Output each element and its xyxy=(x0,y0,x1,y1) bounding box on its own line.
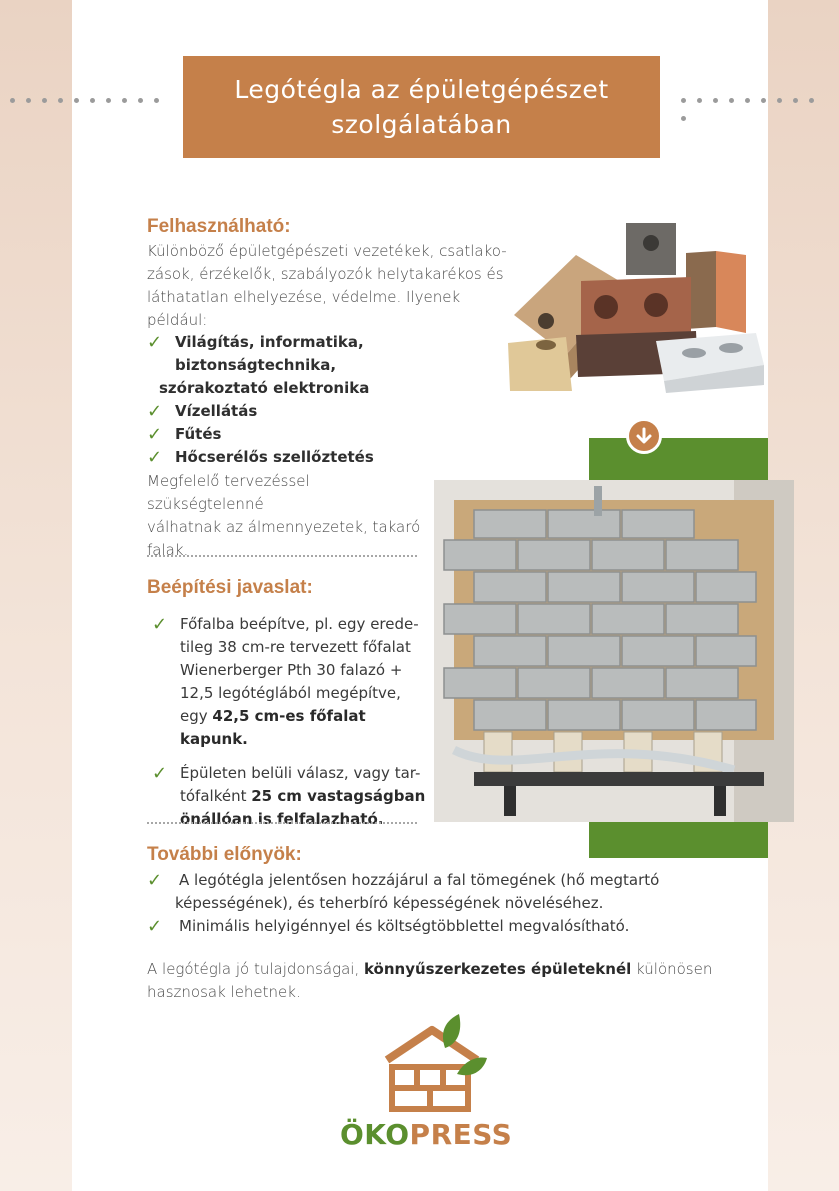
check-icon: ✓ xyxy=(147,870,163,891)
list-item-text: Hőcserélős szellőztetés xyxy=(175,448,374,466)
logo-text-part1: ÖKO xyxy=(340,1118,410,1151)
list-item xyxy=(152,613,437,751)
list-item xyxy=(147,915,707,938)
intro-line: láthatatlan elhelyezése, védelme. Ilyenek például: xyxy=(147,288,461,329)
list-item-text: képességének), és teherbíró képességének növeléséhez. xyxy=(175,894,604,912)
usage-list xyxy=(147,331,507,469)
list-item-text xyxy=(180,705,437,751)
check-icon: ✓ xyxy=(147,332,163,353)
check-icon: ✓ xyxy=(147,916,163,937)
list-item xyxy=(147,446,507,469)
title-line-1: Legótégla az épületgépészet xyxy=(234,75,609,104)
list-item xyxy=(147,423,507,446)
logo-text-part2: PRESS xyxy=(409,1118,513,1151)
list-item-text: Wienerberger Pth 30 falazó + xyxy=(180,661,403,679)
decorative-dots-left xyxy=(10,92,170,104)
text-plain: A legótégla jó tulajdonságai, xyxy=(147,960,364,978)
title-banner xyxy=(183,56,660,158)
text-bold: 25 cm vastagságban xyxy=(251,787,426,805)
lego-brick-wall-image xyxy=(434,480,794,822)
check-icon: ✓ xyxy=(147,424,163,445)
arrow-down-icon xyxy=(626,418,662,454)
benefits-list xyxy=(147,869,707,938)
list-item-text xyxy=(180,785,437,808)
list-item-text: tileg 38 cm-re tervezett főfalat xyxy=(180,638,411,656)
section-heading-usable: Felhasználható: xyxy=(147,216,291,237)
outro-line: válhatnak az álmennyezetek, takaró xyxy=(147,518,421,536)
section1-outro xyxy=(147,470,427,562)
brick-samples-image xyxy=(506,215,768,393)
check-icon: ✓ xyxy=(147,401,163,422)
intro-line: zások, érzékelők, szabályozók helytakarékos és xyxy=(147,265,504,283)
section-heading-benefits: További előnyök: xyxy=(147,844,302,865)
list-item xyxy=(147,400,507,423)
closing-line: hasznosak lehetnek. xyxy=(147,983,301,1001)
check-icon: ✓ xyxy=(152,763,168,784)
text-bold: önállóan is felfalazható. xyxy=(180,810,384,828)
green-accent-bar xyxy=(589,438,768,480)
text-bold: könnyűszerkezetes épületeknél xyxy=(363,960,632,978)
list-item-text: 12,5 legótéglából megépítve, xyxy=(180,684,401,702)
dotted-separator xyxy=(147,555,417,557)
section-heading-installation: Beépítési javaslat: xyxy=(147,577,313,598)
list-item-text: A legótégla jelentősen hozzájárul a fal tömegének (hő megtartó xyxy=(179,871,660,889)
title-line-2: szolgálatában xyxy=(331,110,512,139)
text-plain: különösen xyxy=(631,960,713,978)
decorative-dots-right xyxy=(681,92,839,104)
green-accent-bar xyxy=(589,822,768,858)
list-item-text: Fűtés xyxy=(175,425,222,443)
check-icon: ✓ xyxy=(147,447,163,468)
okopress-logo-text xyxy=(340,1118,513,1151)
closing-line xyxy=(147,958,717,981)
list-item-text: szórakoztató elektronika xyxy=(159,379,370,397)
page-title xyxy=(234,72,608,142)
list-item-text: Főfalba beépítve, pl. egy erede- xyxy=(180,615,419,633)
arrow-down-icon-glyph xyxy=(635,427,653,445)
text-bold: 42,5 cm-es főfalat kapunk. xyxy=(180,707,366,748)
check-icon: ✓ xyxy=(152,614,168,635)
closing-paragraph xyxy=(147,958,717,1004)
list-item-text: Épületen belüli válasz, vagy tar- xyxy=(180,764,421,782)
list-item xyxy=(147,331,507,400)
dotted-separator xyxy=(147,822,417,824)
list-item-text xyxy=(180,808,437,831)
list-item xyxy=(147,869,707,915)
text-plain: tófalként xyxy=(180,787,252,805)
list-item xyxy=(152,762,437,831)
list-item-text: Vízellátás xyxy=(175,402,258,420)
intro-line: Különböző épületgépészeti vezetékek, csatlako- xyxy=(147,242,507,260)
outro-line: Megfelelő tervezéssel szükségtelenné xyxy=(147,472,310,513)
text-plain: egy xyxy=(180,707,213,725)
section1-intro xyxy=(147,240,517,332)
installation-list xyxy=(152,613,437,831)
outro-line: falak. xyxy=(147,541,189,559)
list-item-text: Minimális helyigénnyel és költségtöbblettel megvalósítható. xyxy=(179,917,630,935)
list-item-text: Világítás, informatika, biztonságtechnika, xyxy=(175,333,364,374)
